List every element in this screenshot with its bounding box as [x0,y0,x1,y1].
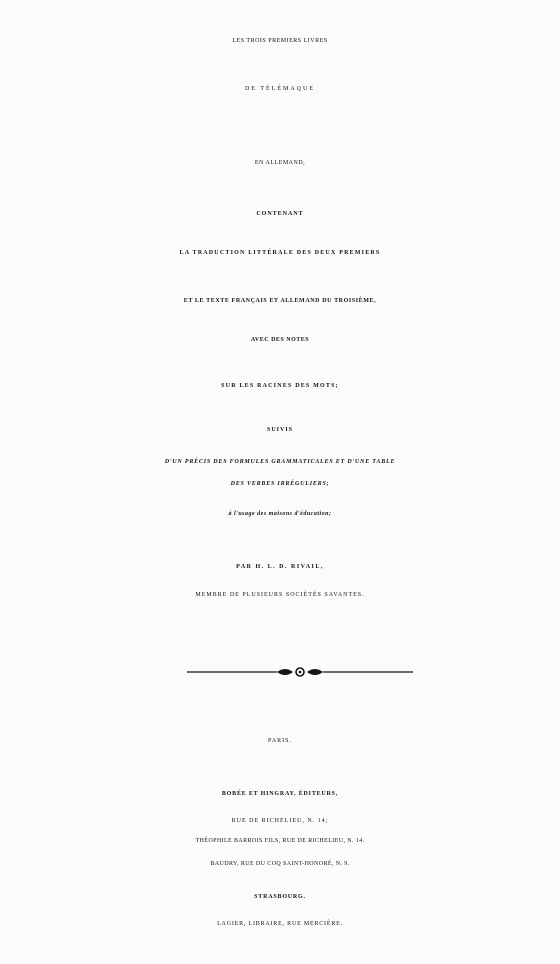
publisher-address: RUE DE RICHELIEU, N. 14; [231,818,329,824]
pre-title: LES TROIS PREMIERS LIVRES [232,38,328,44]
main-title: DE TÉLÉMAQUE [244,86,316,92]
bookseller-2: BAUDRY, RUE DU COQ SAINT-HONORÉ, N. 9. [210,861,350,867]
title-language: EN ALLEMAND, [254,160,306,166]
contents-heading: CONTENANT [256,211,304,217]
notes-heading: AVEC DES NOTES [250,337,310,343]
publisher: BOBÉE ET HINGRAY, ÉDITEURS, [221,791,339,797]
contents-line-1: LA TRADUCTION LITTÉRALE DES DEUX PREMIERS [179,250,381,256]
bookseller-3: LAGIER, LIBRAIRE, RUE MERCIÈRE. [217,921,343,927]
bookseller-1: THÉOPHILE BARROIS FILS, RUE DE RICHELIEU, N. 14. [195,838,365,844]
ornamental-rule [185,660,415,684]
appendix-line-2: DES VERBES IRRÉGULIERS; [230,481,330,487]
imprint-city-2: STRASBOURG. [254,894,306,900]
imprint-city: PARIS. [268,738,292,744]
author-affiliation: MEMBRE DE PLUSIEURS SOCIÉTÉS SAVANTES. [195,592,365,598]
notes-subject: SUR LES RACINES DES MOTS; [221,383,339,389]
appendix-line-1: D'UN PRÉCIS DES FORMULES GRAMMATICALES ET D'UNE TABLE [164,459,396,465]
intended-use: à l'usage des maisons d'éducation; [228,511,332,517]
followed-by: SUIVIS [266,427,293,433]
author-line: PAR H. L. D. RIVAIL, [236,564,324,570]
contents-line-2: ET LE TEXTE FRANÇAIS ET ALLEMAND DU TROISIÈME, [183,298,377,304]
